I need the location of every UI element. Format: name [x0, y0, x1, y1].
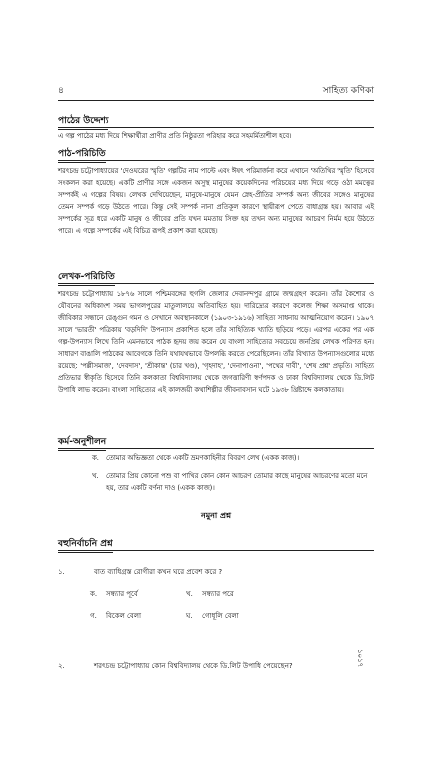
question-1-options	[90, 588, 282, 632]
section-rule	[58, 127, 374, 128]
section-rule	[58, 550, 374, 551]
question-2	[58, 660, 374, 672]
question-text: বাত ব্যাধিগ্রস্ত রোগীরা কখন ঘরে প্রবেশ করে ?	[94, 568, 223, 576]
question-number: ২.	[58, 662, 65, 670]
activity-list	[92, 452, 374, 494]
running-header	[58, 82, 374, 98]
section-title-objective: পাঠের উদ্দেশ্য	[58, 113, 108, 130]
section-rule	[58, 283, 374, 284]
section-title-activity: কর্ম-অনুশীলন	[58, 434, 106, 451]
section-title-author: লেখক-পরিচিতি	[58, 269, 115, 286]
item-text: তোমার প্রিয় কোনো পশু বা পাখির কোন কোন আচরণ তোমার কাছে মানুষের আচরণের মতো মনে হয়, তার একটি বর্ণনা দাও (একক কাজ)।	[106, 472, 368, 492]
question-text: শরৎচন্দ্র চট্টোপাধ্যায় কোন বিশ্ববিদ্যালয় থেকে ডি.লিট উপাধি পেয়েছেন?	[94, 662, 293, 670]
option: ক. সন্ধ্যার পূর্বে	[90, 590, 138, 598]
section-rule	[58, 448, 374, 449]
header-rule	[58, 100, 374, 101]
question-1	[58, 566, 374, 578]
question-number: ১.	[58, 568, 65, 576]
running-title: সাহিত্য কণিকা	[322, 86, 374, 96]
sample-questions-title: নমুনা প্রশ্ন	[200, 511, 232, 520]
option: গ. বিকেল বেলা	[90, 612, 142, 620]
author-text: শরৎচন্দ্র চট্টোপাধ্যায় ১৮৭৬ সালে পশ্চিমবঙ্গের হুগলি জেলার দেবানন্দপুর গ্রামে জন্মগ্রহণ করেন। তাঁর কৈশোর ও যৌবনের অধিকাংশ সময় ভাগলপুরের মাতুলালয়ে অতিবাহিত হয়। দারিদ্র্যের কারণে কলেজ শিক্ষা অসমাপ্ত থাকে। জীবিকার সন্ধানে রেঙ্গুন গমন ও সেখানে অবস্থানকালে (১৯০৩-১৯১৬) সাহিত্য সাধনায় আত্মনিয়োগ করেন। ১৯০৭ সালে 'ভারতী' পত্রিকায় 'বড়দিদি' উপন্যাস প্রকাশিত হলে তাঁর সাহিত্যিক খ্যাতি ছড়িয়ে পড়ে। এরপর একের পর এক গল্প-উপন্যাস লিখে তিনি এমনভাবে পাঠক হৃদয় জয় করেন যে বাংলা সাহিত্যের সবচেয়ে জনপ্রিয় লেখক পরিণত হন। সাধারণ বাঙালি পাঠকের আবেগকে তিনি যথাযথভাবে উপলব্ধি করতে পেরেছিলেন। তাঁর বিখ্যাত উপন্যাসগুলোর মধ্যে রয়েছে: 'পল্লীসমাজ', 'দেবদাস', 'শ্রীকান্ত' (চার খণ্ড), 'গৃহদাহ', 'দেনাপাওনা', 'পথের দাবী', 'শেষ প্রশ্ন' প্রভৃতি। সাহিত্য প্রতিভার স্বীকৃতি হিসেবে তিনি কলকাতা বিশ্ববিদ্যালয় থেকে জগত্তারিণী স্বর্ণপদক ও ঢাকা বিশ্ববিদ্যালয় থেকে ডি.লিট উপাধি লাভ করেন। বাংলা সাহিত্যের এই কালজয়ী কথাশিল্পীর জীবনাবসান ঘটে ১৯৩৮ খ্রিষ্টাব্দে কলকাতায়।	[58, 290, 374, 394]
section-rule	[58, 160, 374, 161]
item-label: খ.	[92, 472, 99, 480]
list-item	[92, 470, 374, 494]
option: খ. সন্ধ্যার পরে	[186, 590, 234, 598]
objective-text: এ গল্প পাঠের মধ্য দিয়ে শিক্ষার্থীরা প্রাণীর প্রতি নিষ্ঠুরতা পরিহার করে সহমর্মিতাশীল হবে।	[58, 132, 292, 140]
item-text: তোমার অভিজ্ঞতা থেকে একটি ভ্রমণকাহিনীর বিবরণ লেখ (একক কাজ)।	[106, 454, 300, 462]
list-item	[92, 452, 374, 464]
introduction-text: শরৎচন্দ্র চট্টোপাধ্যায়ের 'দেওঘরের স্মৃতি' গল্পটির নাম পাল্টে এবং ঈষৎ পরিমার্জনা করে এখানে 'অতিথির স্মৃতি' হিসেবে সংকলন করা হয়েছে। একটি প্রাণীর সঙ্গে একজন অসুস্থ মানুষের কয়েকদিনের পরিচয়ের মধ্য দিয়ে গড়ে ওঠা মমত্বের সম্পর্কই এ গল্পের বিষয়। লেখক দেখিয়েছেন, মানুষে-মানুষে যেমন স্নেহ-প্রীতির সম্পর্ক অন্য জীবের সঙ্গেও মানুষের তেমন সম্পর্ক গড়ে উঠতে পারে। কিন্তু সেই সম্পর্ক নানা প্রতিকূল কারণে স্থায়ীরূপ পেতে বাধাগ্রস্ত হয়। আবার এই সম্পর্কের সূত্র ধরে একটি মানুষ ও জীবের প্রতি যখন মমতায় সিক্ত হয় তখন অন্য মানুষের আচরণ নির্মম হয়ে উঠতে পারে। এ গল্পে সম্পর্কের এই বিচিত্র রূপই প্রকাশ করা হয়েছে।	[58, 167, 374, 235]
item-label: ক.	[92, 454, 99, 462]
section-title-introduction: পাঠ-পরিচিতি	[58, 146, 106, 163]
option: ঘ. গোধূলি বেলা	[186, 612, 239, 620]
page-number: ৪	[58, 86, 64, 96]
mcq-title: বহুনির্বাচনি প্রশ্ন	[58, 536, 113, 553]
side-page-code: ১০১৭	[356, 649, 364, 668]
